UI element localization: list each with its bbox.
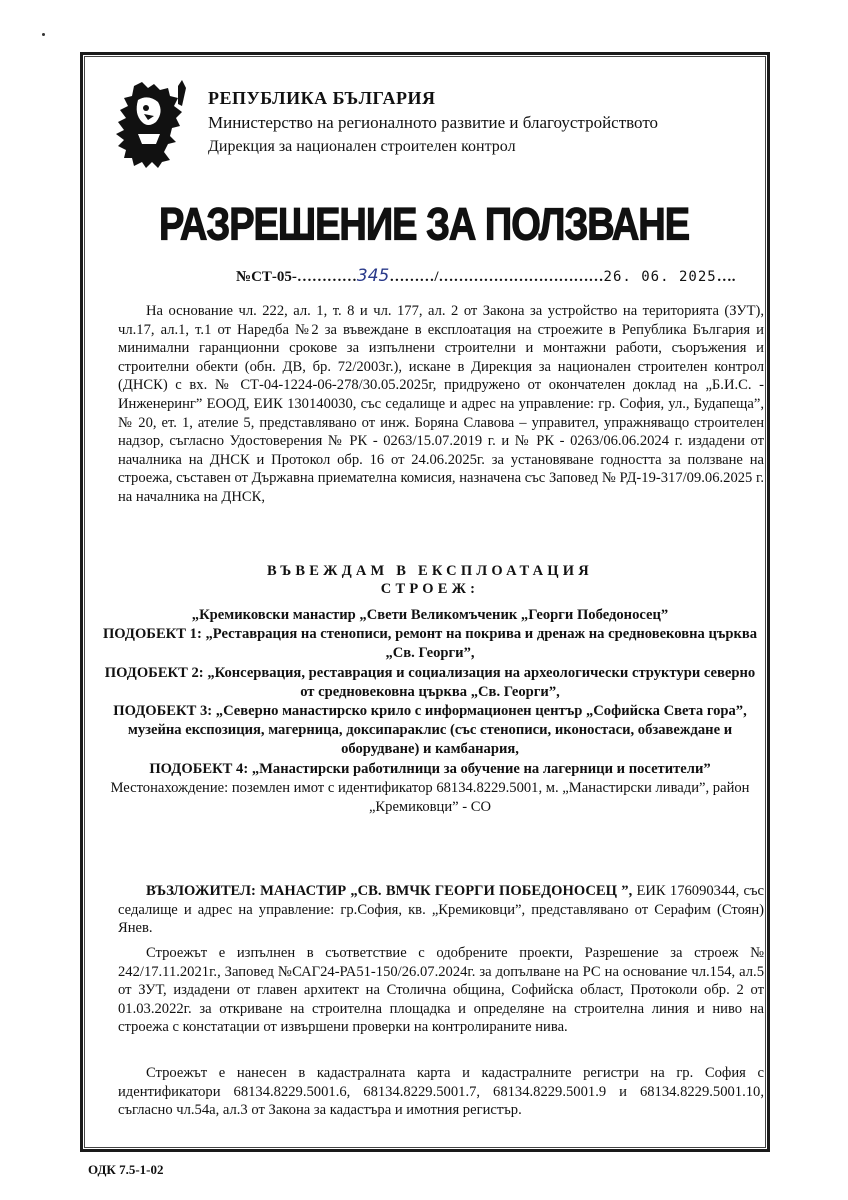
object-sub-2: ПОДОБЕКТ 2: „Консервация, реставрация и социализация на археологически структури северно от средновековна църква „Св. Георги”, — [104, 664, 756, 700]
commission-line-1: ВЪВЕЖДАМ В ЕКСПЛОАТАЦИЯ — [267, 563, 593, 579]
letterhead — [108, 78, 748, 178]
built-paragraph: Строежът е изпълнен в съответствие с одобрените проекти, Разрешение за строеж № 242/17.11.2021г., Заповед №САГ24-РА51-150/26.07.2024г. за допълване на РС на основание чл.154, ал.5 от ЗУТ, издадени от главен архитект на Столична община, Софийска област, Протоколи обр. 2 от 01.03.2022г. за откриване на строителна площадка и определяне на строителна линия и ниво на строежа с констатации от извършени проверки на контролираните нива. — [118, 945, 764, 1036]
form-code: ОДК 7.5-1-02 — [88, 1162, 164, 1177]
object-sub-3: ПОДОБЕКТ 3: „Северно манастирско крило с информационен център „Софийска Света гора”, музейна експозиция, магерница, доксипараклис (със стенописи, иконостаси, обзавеждане и оборудване) и камбанария, — [113, 703, 747, 758]
document-title: РАЗРЕШЕНИЕ ЗА ПОЛЗВАНЕ — [158, 200, 690, 251]
letterhead-text — [208, 88, 658, 156]
ministry-name: Министерство на регионалното развитие и благоустройството — [208, 113, 659, 132]
permit-dots-1: ………… — [296, 269, 357, 285]
commission-heading — [100, 562, 760, 598]
directorate-name: Дирекция за национален строителен контрол — [208, 138, 516, 155]
country-name: РЕПУБЛИКА БЪЛГАРИЯ — [208, 88, 436, 108]
objects-block — [100, 606, 760, 817]
investor-text: ЕИК 176090344, със седалище и адрес на управление: гр.София, кв. „Кремиковци”, представлявано от Серафим (Стоян) Янев. — [118, 883, 764, 937]
investor-paragraph — [118, 882, 764, 938]
lion-coat-of-arms-icon — [108, 78, 190, 170]
investor-label: ВЪЗЛОЖИТЕЛ: МАНАСТИР „СВ. ВМЧК ГЕОРГИ ПОБЕДОНОСЕЦ ”, — [146, 883, 633, 899]
permit-prefix: №СТ-05- — [236, 269, 297, 285]
object-sub-1: ПОДОБЕКТ 1: „Реставрация на стенописи, ремонт на покрива и дренаж на средновековна църква „Св. Георги”, — [102, 626, 758, 662]
object-location: Местонахождение: поземлен имот с идентификатор 68134.8229.5001, м. „Манастирски ливади”, район „Кремиковци” - СО — [110, 779, 750, 816]
permit-number-handwritten: 345 — [356, 266, 390, 286]
basis-paragraph: На основание чл. 222, ал. 1, т. 8 и чл. 177, ал. 2 от Закона за устройство на територията (ЗУТ), чл.17, ал.1, т.1 от Наредба №2 за въвеждане в експлоатация на строежите в Република България и минимални гаранционни срокове за изпълнени строителни и монтажни работи, съоръжения и строителни обекти (обн. ДВ, бр. 72/2003г.), искане в Дирекция за национален строителен контрол (ДНСК) с вх. № СТ-04-1224-06-278/30.05.2025г, придружено от окончателен доклад на „Б.И.С. - Инженеринг” ЕООД, ЕИК 130140030, със седалище и адрес на управление: гр. София, ул., Будапеща”, № 20, ет. 1, ателие 5, представлявано от инж. Боряна Славова – управител, упражняващо строителен надзор, съгласно Удостоверения № РК - 0263/15.07.2019 г. и № РК - 0263/06.06.2024 г. издадени от началника на ДНСК и Протокол обр. 16 от 24.06.2025г. за установяване годността за ползване на строежа, съставен от Държавна приемателна комисия, назначена със Заповед № РД-19-317/09.06.2025 г. на началника на ДНСК, — [118, 303, 764, 505]
permit-number-line — [236, 266, 735, 286]
object-sub-4: ПОДОБЕКТ 4: „Манастирски работилници за обучение на лагерници и посетители” — [149, 760, 711, 777]
permit-dots-2: ………/…………………………… — [389, 269, 604, 285]
commission-line-2: СТРОЕЖ: — [380, 581, 480, 597]
object-main: „Кремиковски манастир „Свети Великомъченик „Георги Победоносец” — [191, 607, 669, 623]
scan-speck — [42, 33, 45, 36]
cadastre-paragraph: Строежът е нанесен в кадастралната карта и кадастралните регистри на гр. София с идентификатори 68134.8229.5001.6, 68134.8229.5001.7, 68134.8229.5001.9 и 68134.8229.5001.10, съгласно чл.54а, ал.3 от Закона за кадастъра и имотния регистър. — [118, 1065, 764, 1119]
permit-dots-3: …. — [716, 269, 736, 285]
permit-date-stamp: 26. 06. 2025 — [603, 269, 717, 285]
